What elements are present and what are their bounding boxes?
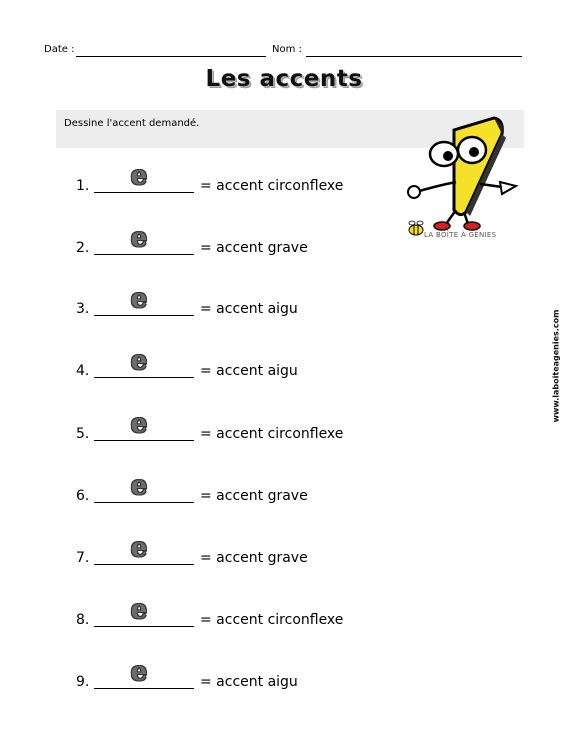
exercise-row [76, 471, 376, 510]
accent-mascot-icon [396, 112, 522, 242]
name-label: Nom : [272, 44, 302, 55]
accent-instruction: = accent aigu [200, 301, 298, 317]
letter-e: e [126, 287, 152, 313]
answer-blank[interactable] [94, 192, 194, 193]
exercise-row [76, 223, 376, 262]
letter-e: e [126, 349, 152, 375]
letter-e: e [126, 164, 152, 190]
exercise-row [76, 657, 376, 696]
accent-instruction: = accent circonflexe [200, 612, 344, 628]
exercise-row [76, 284, 376, 323]
exercise-row [76, 409, 376, 448]
exercise-number: 4. [76, 363, 90, 379]
exercise-number: 9. [76, 674, 90, 690]
letter-e: e [126, 474, 152, 500]
answer-blank[interactable] [94, 440, 194, 441]
exercise-number: 2. [76, 240, 90, 256]
exercise-number: 5. [76, 426, 90, 442]
exercise-row [76, 161, 376, 200]
exercise-number: 7. [76, 550, 90, 566]
exercise-number: 1. [76, 178, 90, 194]
logo-text: LA BOÎTE À GÉNIES [424, 231, 497, 239]
accent-instruction: = accent grave [200, 550, 308, 566]
exercise-row [76, 533, 376, 572]
letter-e: e [126, 536, 152, 562]
accent-instruction: = accent circonflexe [200, 178, 344, 194]
date-label: Date : [44, 44, 75, 55]
accent-instruction: = accent grave [200, 240, 308, 256]
answer-blank[interactable] [94, 502, 194, 503]
letter-e: e [126, 226, 152, 252]
answer-blank[interactable] [94, 564, 194, 565]
answer-blank[interactable] [94, 377, 194, 378]
date-field[interactable] [76, 56, 266, 57]
letter-e: e [126, 598, 152, 624]
answer-blank[interactable] [94, 626, 194, 627]
accent-instruction: = accent circonflexe [200, 426, 344, 442]
accent-instruction: = accent aigu [200, 674, 298, 690]
site-url: www.laboiteagenies.com [551, 309, 561, 423]
letter-e: e [126, 660, 152, 686]
answer-blank[interactable] [94, 315, 194, 316]
name-field[interactable] [306, 56, 522, 57]
exercise-number: 8. [76, 612, 90, 628]
accent-instruction: = accent grave [200, 488, 308, 504]
exercise-number: 6. [76, 488, 90, 504]
answer-blank[interactable] [94, 254, 194, 255]
letter-e: e [126, 412, 152, 438]
exercise-row [76, 346, 376, 385]
exercise-row [76, 595, 376, 634]
page-title: Les accents [205, 66, 363, 92]
answer-blank[interactable] [94, 688, 194, 689]
accent-instruction: = accent aigu [200, 363, 298, 379]
exercise-number: 3. [76, 301, 90, 317]
instruction-text: Dessine l'accent demandé. [64, 118, 200, 129]
